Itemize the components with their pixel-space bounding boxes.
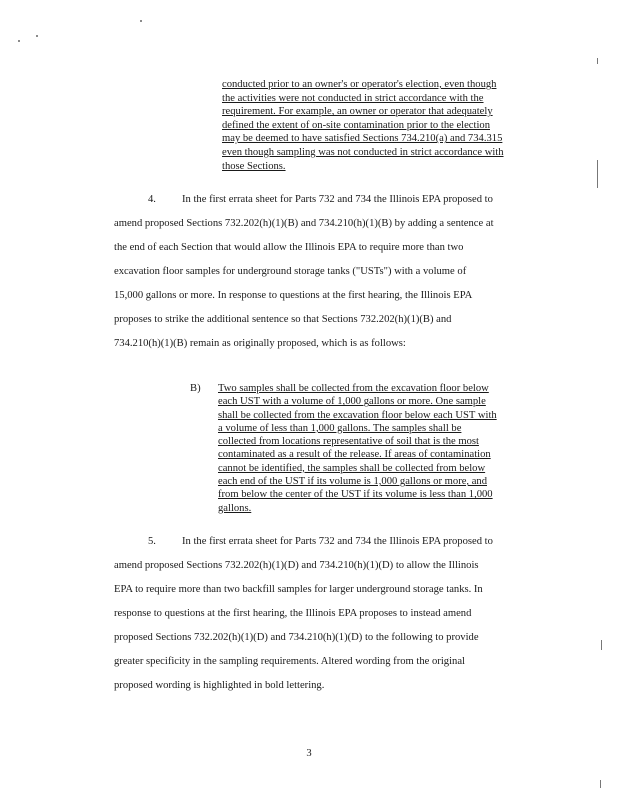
paragraph-5 xyxy=(114,530,554,698)
page-number: 3 xyxy=(306,748,312,759)
block-line: those Sections. xyxy=(222,160,286,172)
margin-mark xyxy=(597,160,598,188)
paragraph-line: greater specificity in the sampling requirements. Altered wording from the original xyxy=(114,656,465,667)
paragraph-line: 734.210(h)(1)(B) remain as originally proposed, which is as follows: xyxy=(114,338,406,349)
margin-mark xyxy=(601,640,602,650)
scan-speck xyxy=(18,40,20,42)
scan-speck xyxy=(36,35,38,37)
paragraph-line: excavation floor samples for underground storage tanks ("USTs") with a volume of xyxy=(114,266,467,277)
block-line: the activities were not conducted in strict accordance with the xyxy=(222,92,484,104)
section-b-body xyxy=(218,382,497,515)
inserted-text-block xyxy=(222,78,544,173)
section-label: B) xyxy=(190,383,201,394)
paragraph-line: proposes to strike the additional sentence so that Sections 732.202(h)(1)(B) and xyxy=(114,314,452,325)
paragraph-line: proposed wording is highlighted in bold lettering. xyxy=(114,680,325,691)
paragraph-line: proposed Sections 732.202(h)(1)(D) and 734.210(h)(1)(D) to the following to provide xyxy=(114,632,479,643)
block-line: defined the extent of on-site contamination prior to the election xyxy=(222,119,490,131)
paragraph-line: 15,000 gallons or more. In response to questions at the first hearing, the Illinois EPA xyxy=(114,290,473,301)
block-line: requirement. For example, an owner or operator that adequately xyxy=(222,106,493,118)
block-line: cannot be identified, the samples shall be collected from below xyxy=(218,462,486,474)
block-line: may be deemed to have satisfied Sections 734.210(a) and 734.315 xyxy=(222,133,503,145)
margin-mark xyxy=(597,58,598,64)
block-line: a volume of less than 1,000 gallons. The samples shall be xyxy=(218,422,462,434)
paragraph-4 xyxy=(114,188,554,356)
paragraph-number: 5. xyxy=(148,536,156,547)
margin-mark xyxy=(600,780,601,788)
block-line: conducted prior to an owner's or operator's election, even though xyxy=(222,79,497,90)
paragraph-line: amend proposed Sections 732.202(h)(1)(D) and 734.210(h)(1)(D) to allow the Illinois xyxy=(114,560,479,571)
block-line: each end of the UST if its volume is 1,000 gallons or more, and xyxy=(218,476,488,488)
block-line: from below the center of the UST if its volume is less than 1,000 xyxy=(218,489,493,501)
paragraph-line: response to questions at the first hearing, the Illinois EPA proposes to instead amend xyxy=(114,608,472,619)
paragraph-line: amend proposed Sections 732.202(h)(1)(B) and 734.210(h)(1)(B) by adding a sentence at xyxy=(114,218,494,229)
scan-speck xyxy=(140,20,142,22)
block-line: Two samples shall be collected from the excavation floor below xyxy=(218,383,489,394)
block-line: shall be collected from the excavation floor below each UST with xyxy=(218,409,497,421)
paragraph-number: 4. xyxy=(148,194,156,205)
block-line: gallons. xyxy=(218,502,252,514)
paragraph-line: In the first errata sheet for Parts 732 and 734 the Illinois EPA proposed to xyxy=(182,194,493,205)
paragraph-line: In the first errata sheet for Parts 732 and 734 the Illinois EPA proposed to xyxy=(182,536,493,547)
paragraph-line: EPA to require more than two backfill samples for larger underground storage tanks. In xyxy=(114,584,483,595)
block-line: even though sampling was not conducted in strict accordance with xyxy=(222,146,504,158)
block-line: each UST with a volume of 1,000 gallons or more. One sample xyxy=(218,396,486,408)
paragraph-line: the end of each Section that would allow the Illinois EPA to require more than two xyxy=(114,242,464,253)
block-line: contaminated as a result of the release. If areas of contamination xyxy=(218,449,491,461)
block-line: collected from locations representative of soil that is the most xyxy=(218,436,479,448)
